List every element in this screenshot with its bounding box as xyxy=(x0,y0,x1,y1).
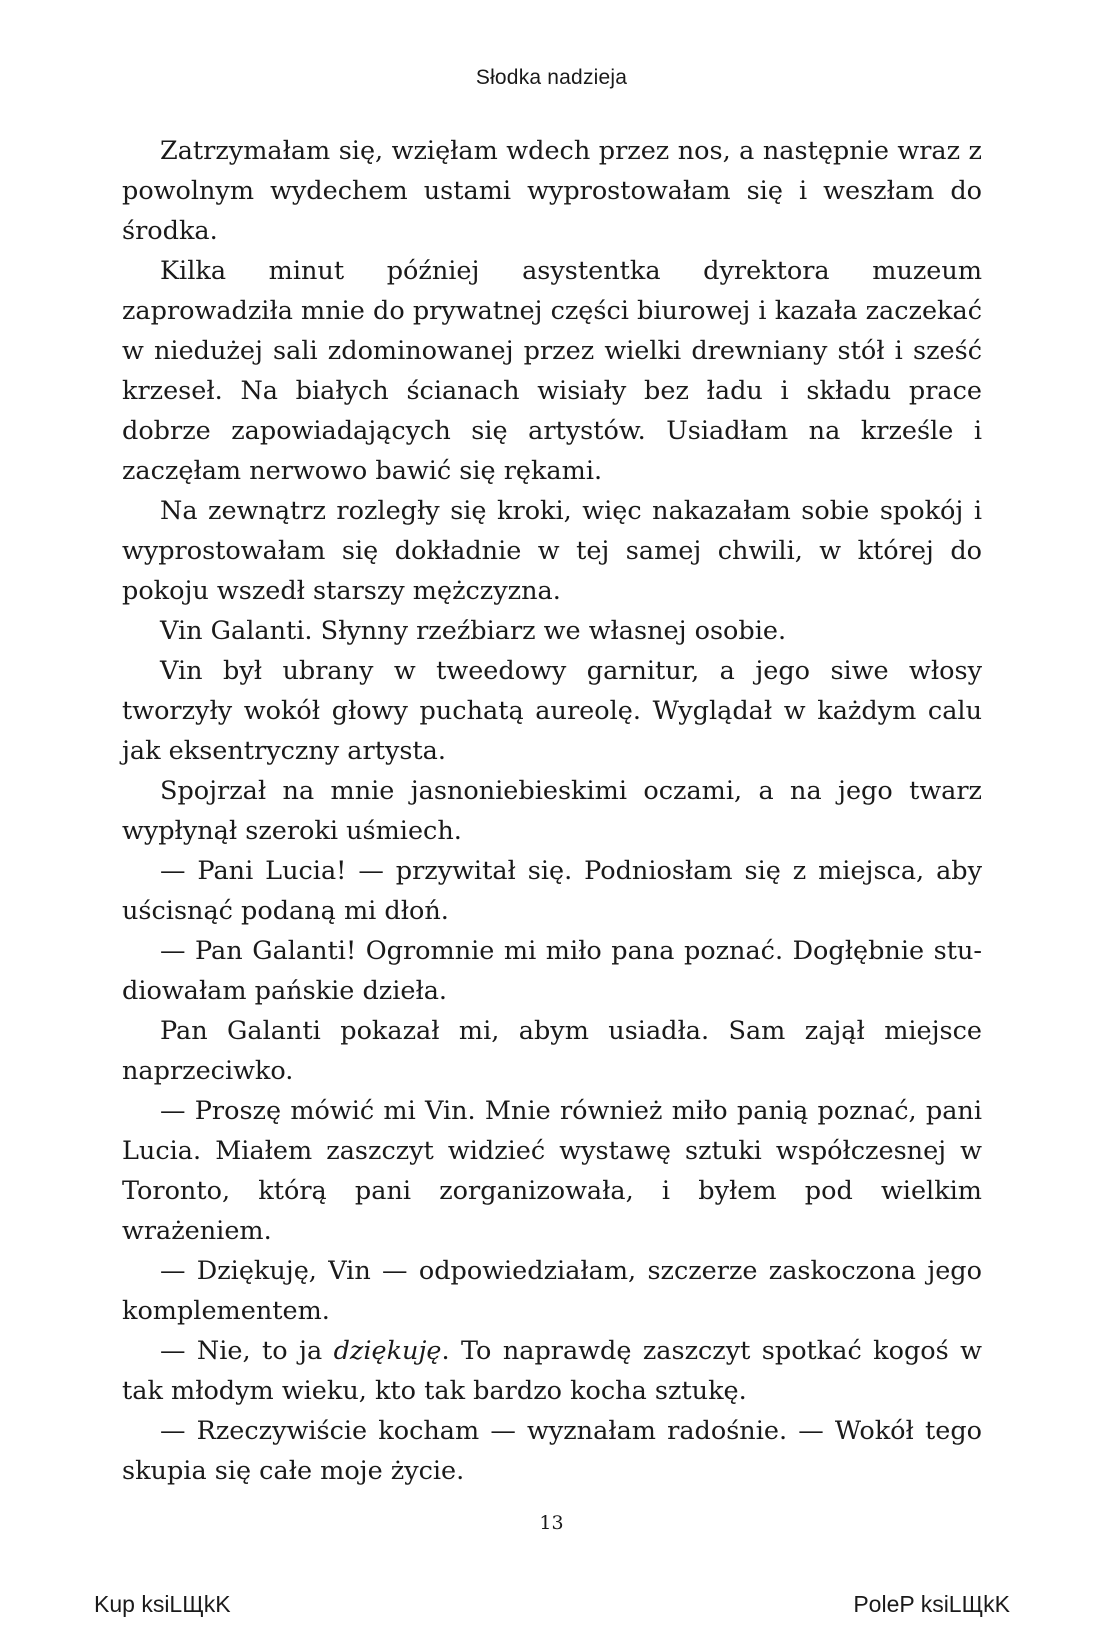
footer-watermark-left: Kup ksiLЩkK xyxy=(94,1591,231,1617)
paragraph-12 xyxy=(122,1331,982,1411)
paragraph-1: Zatrzymałam się, wzięłam wdech przez nos, a następnie wraz z powolnym wydechem ustami wyprostowałam się i weszłam do środka. xyxy=(122,136,982,246)
paragraph-5: Vin był ubrany w tweedowy garnitur, a jego siwe włosy tworzyły wokół głowy puchatą aureolę. Wyglądał w każdym calu jak eksentryczny artysta. xyxy=(122,656,982,766)
paragraph-9: Pan Galanti pokazał mi, abym usiadła. Sam zajął miejsce naprzeciwko. xyxy=(122,1016,982,1086)
paragraph-10: — Proszę mówić mi Vin. Mnie również miło panią poznać, pani Lucia. Miałem zaszczyt widzieć wystawę sztuki współczesnej w Toronto, którą pani zorganizowała, i byłem pod wielkim wrażeniem. xyxy=(122,1096,982,1246)
paragraph-12-end: . To naprawdę zaszczyt spotkać kogoś w tak młodym wieku, kto tak bardzo kocha sztukę. xyxy=(122,1336,982,1406)
footer-watermark-right: PoleP ksiLЩkK xyxy=(853,1591,1010,1617)
emphasized-word: dziękuję xyxy=(333,1336,442,1366)
paragraph-6: Spojrzał na mnie jasnoniebieskimi oczami, a na jego twarz wypłynął szeroki uśmiech. xyxy=(122,776,982,846)
paragraph-2: Kilka minut później asystentka dyrektora muzeum zaprowadziła mnie do prywatnej części biurowej i kazała zaczekać w niedużej sali zdominowanej przez wielki drewniany stół i sześć krzeseł. Na białych ścianach wisiały bez ładu i składu prace dobrze zapowiadających się artystów. Usiadłam na krześle i zaczęłam nerwowo bawić się rękami. xyxy=(122,256,982,486)
paragraph-11: — Dziękuję, Vin — odpowiedziałam, szczerze zaskoczona jego komplementem. xyxy=(122,1256,982,1326)
paragraph-8: — Pan Galanti! Ogromnie mi miło pana poznać. Dogłębnie studiowałam pańskie dzieła. xyxy=(122,936,982,1006)
page-number: 13 xyxy=(539,1512,564,1534)
running-title: Słodka nadzieja xyxy=(475,66,628,89)
paragraph-12-start: — Nie, to ja xyxy=(160,1336,334,1366)
paragraph-3: Na zewnątrz rozległy się kroki, więc nakazałam sobie spokój i wyprostowałam się dokładnie w tej samej chwili, w której do pokoju wszedł starszy mężczyzna. xyxy=(122,496,982,606)
paragraph-4: Vin Galanti. Słynny rzeźbiarz we własnej osobie. xyxy=(160,616,787,646)
body-text xyxy=(122,131,982,1491)
paragraph-13: — Rzeczywiście kocham — wyznałam radośnie. — Wokół tego skupia się całe moje życie. xyxy=(122,1416,982,1486)
paragraph-7: — Pani Lucia! — przywitał się. Podniosłam się z miejsca, aby uścisnąć podaną mi dłoń. xyxy=(122,856,982,926)
